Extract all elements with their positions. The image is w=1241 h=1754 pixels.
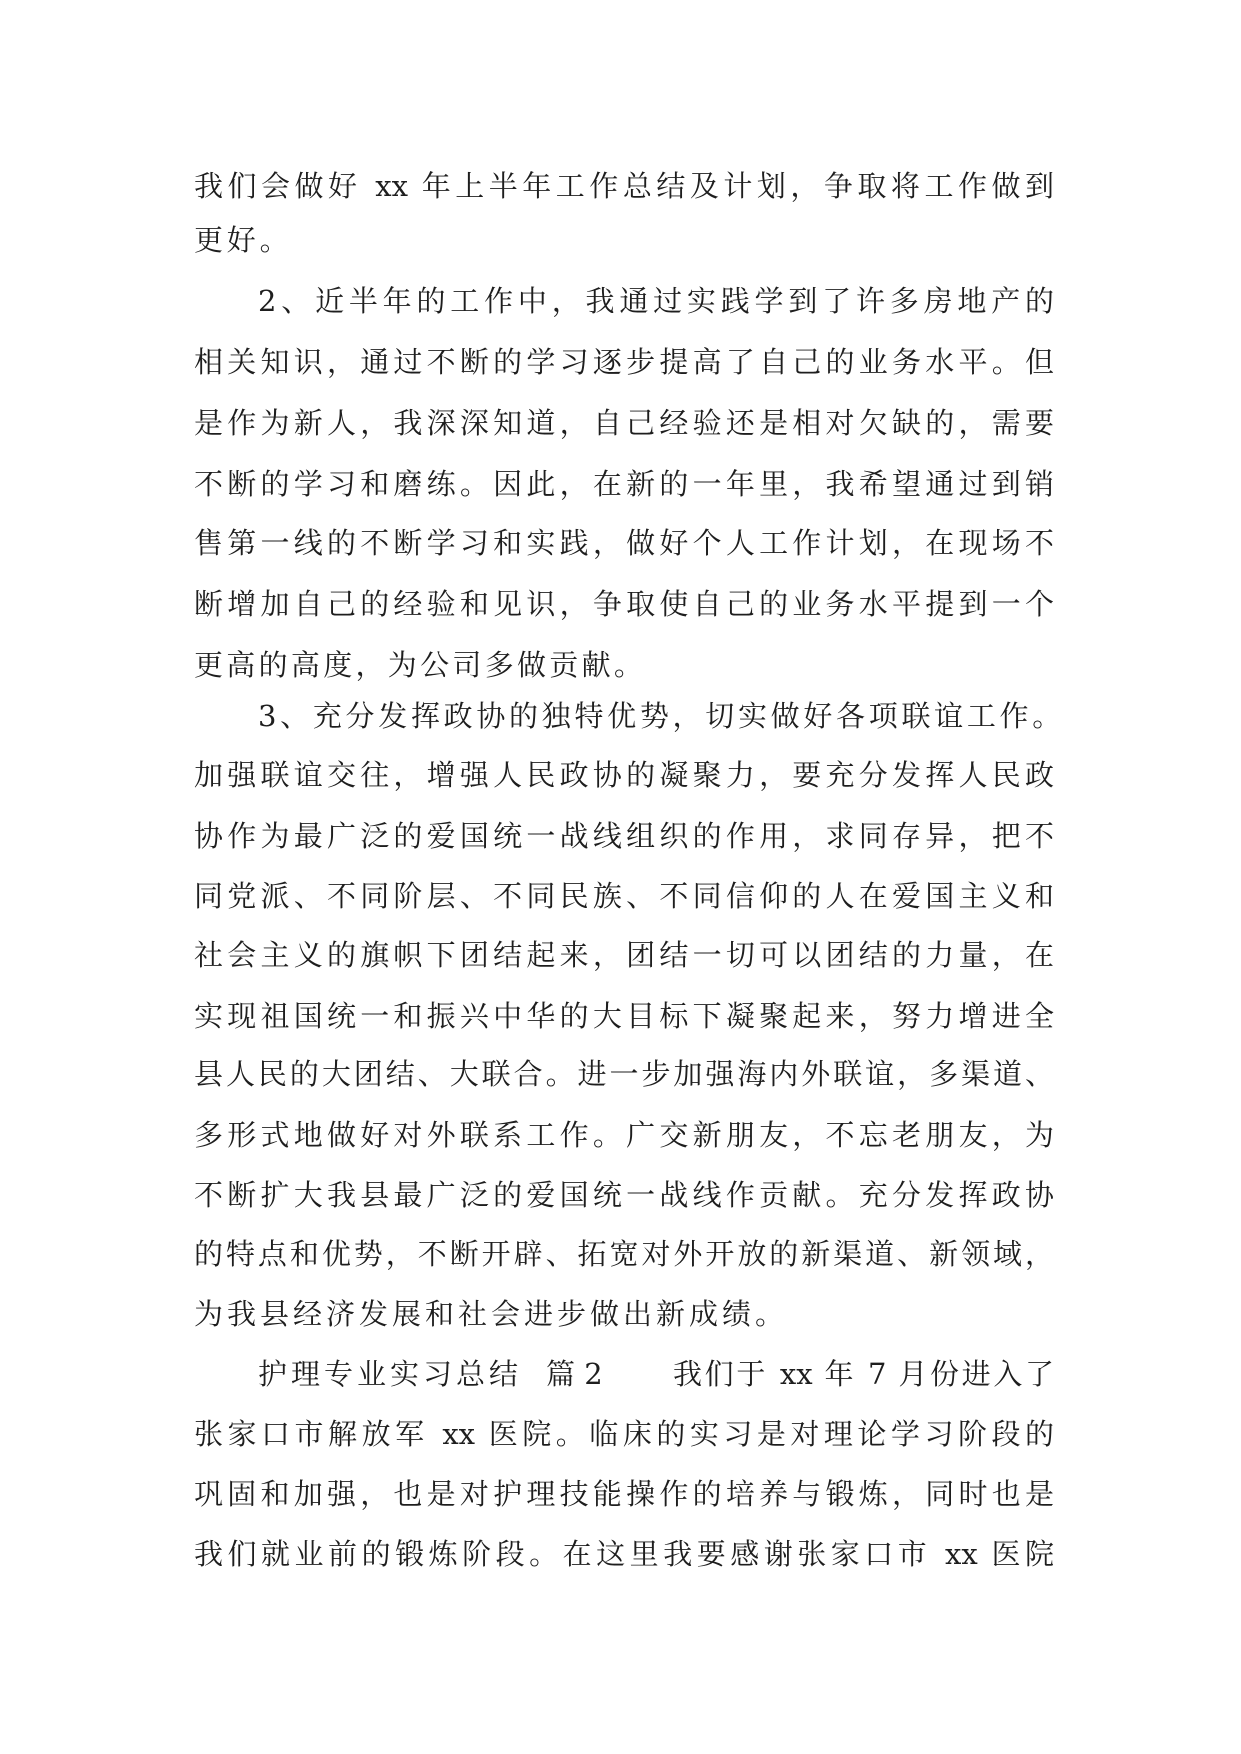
text-line: 我们于 xx 年 7 月份进入了	[673, 1357, 1054, 1391]
text-line: 相关知识，通过不断的学习逐步提高了自己的业务水平。但	[194, 345, 1054, 379]
text-line: 3、充分发挥政协的独特优势，切实做好各项联谊工作。	[258, 699, 1065, 733]
text-line: 是作为新人，我深深知道，自己经验还是相对欠缺的，需要	[194, 406, 1054, 440]
text-line: 更好。	[194, 223, 293, 257]
text-line: 为我县经济发展和社会进步做出新成绩。	[194, 1297, 789, 1331]
text-line: 张家口市解放军 xx 医院。临床的实习是对理论学习阶段的	[194, 1417, 1054, 1451]
text-line: 社会主义的旗帜下团结起来，团结一切可以团结的力量，在	[194, 938, 1054, 972]
text-line: 巩固和加强，也是对护理技能操作的培养与锻炼，同时也是	[194, 1477, 1054, 1511]
text-line: 县人民的大团结、大联合。进一步加强海内外联谊，多渠道、	[194, 1057, 1054, 1091]
text-line: 的特点和优势，不断开辟、拓宽对外开放的新渠道、新领域，	[194, 1237, 1054, 1271]
text-line: 同党派、不同阶层、不同民族、不同信仰的人在爱国主义和	[194, 879, 1054, 913]
section-number: 篇 2	[546, 1357, 603, 1391]
text-line: 断增加自己的经验和见识，争取使自己的业务水平提到一个	[194, 587, 1054, 621]
section-title: 护理专业实习总结	[258, 1357, 523, 1391]
text-line: 实现祖国统一和振兴中华的大目标下凝聚起来，努力增进全	[194, 999, 1054, 1033]
text-line: 加强联谊交往，增强人民政协的凝聚力，要充分发挥人民政	[194, 758, 1054, 792]
text-line: 不断的学习和磨练。因此，在新的一年里，我希望通过到销	[194, 467, 1054, 501]
text-line: 协作为最广泛的爱国统一战线组织的作用，求同存异，把不	[194, 819, 1054, 853]
text-line: 不断扩大我县最广泛的爱国统一战线作贡献。充分发挥政协	[194, 1178, 1054, 1212]
text-line: 我们就业前的锻炼阶段。在这里我要感谢张家口市 xx 医院	[194, 1537, 1054, 1571]
text-line: 多形式地做好对外联系工作。广交新朋友，不忘老朋友，为	[194, 1118, 1054, 1152]
text-line: 我们会做好 xx 年上半年工作总结及计划，争取将工作做到	[194, 169, 1054, 203]
text-line: 2、近半年的工作中，我通过实践学到了许多房地产的	[258, 284, 1054, 318]
text-line: 更高的高度，为公司多做贡献。	[194, 648, 647, 682]
text-line: 售第一线的不断学习和实践，做好个人工作计划，在现场不	[194, 526, 1054, 560]
